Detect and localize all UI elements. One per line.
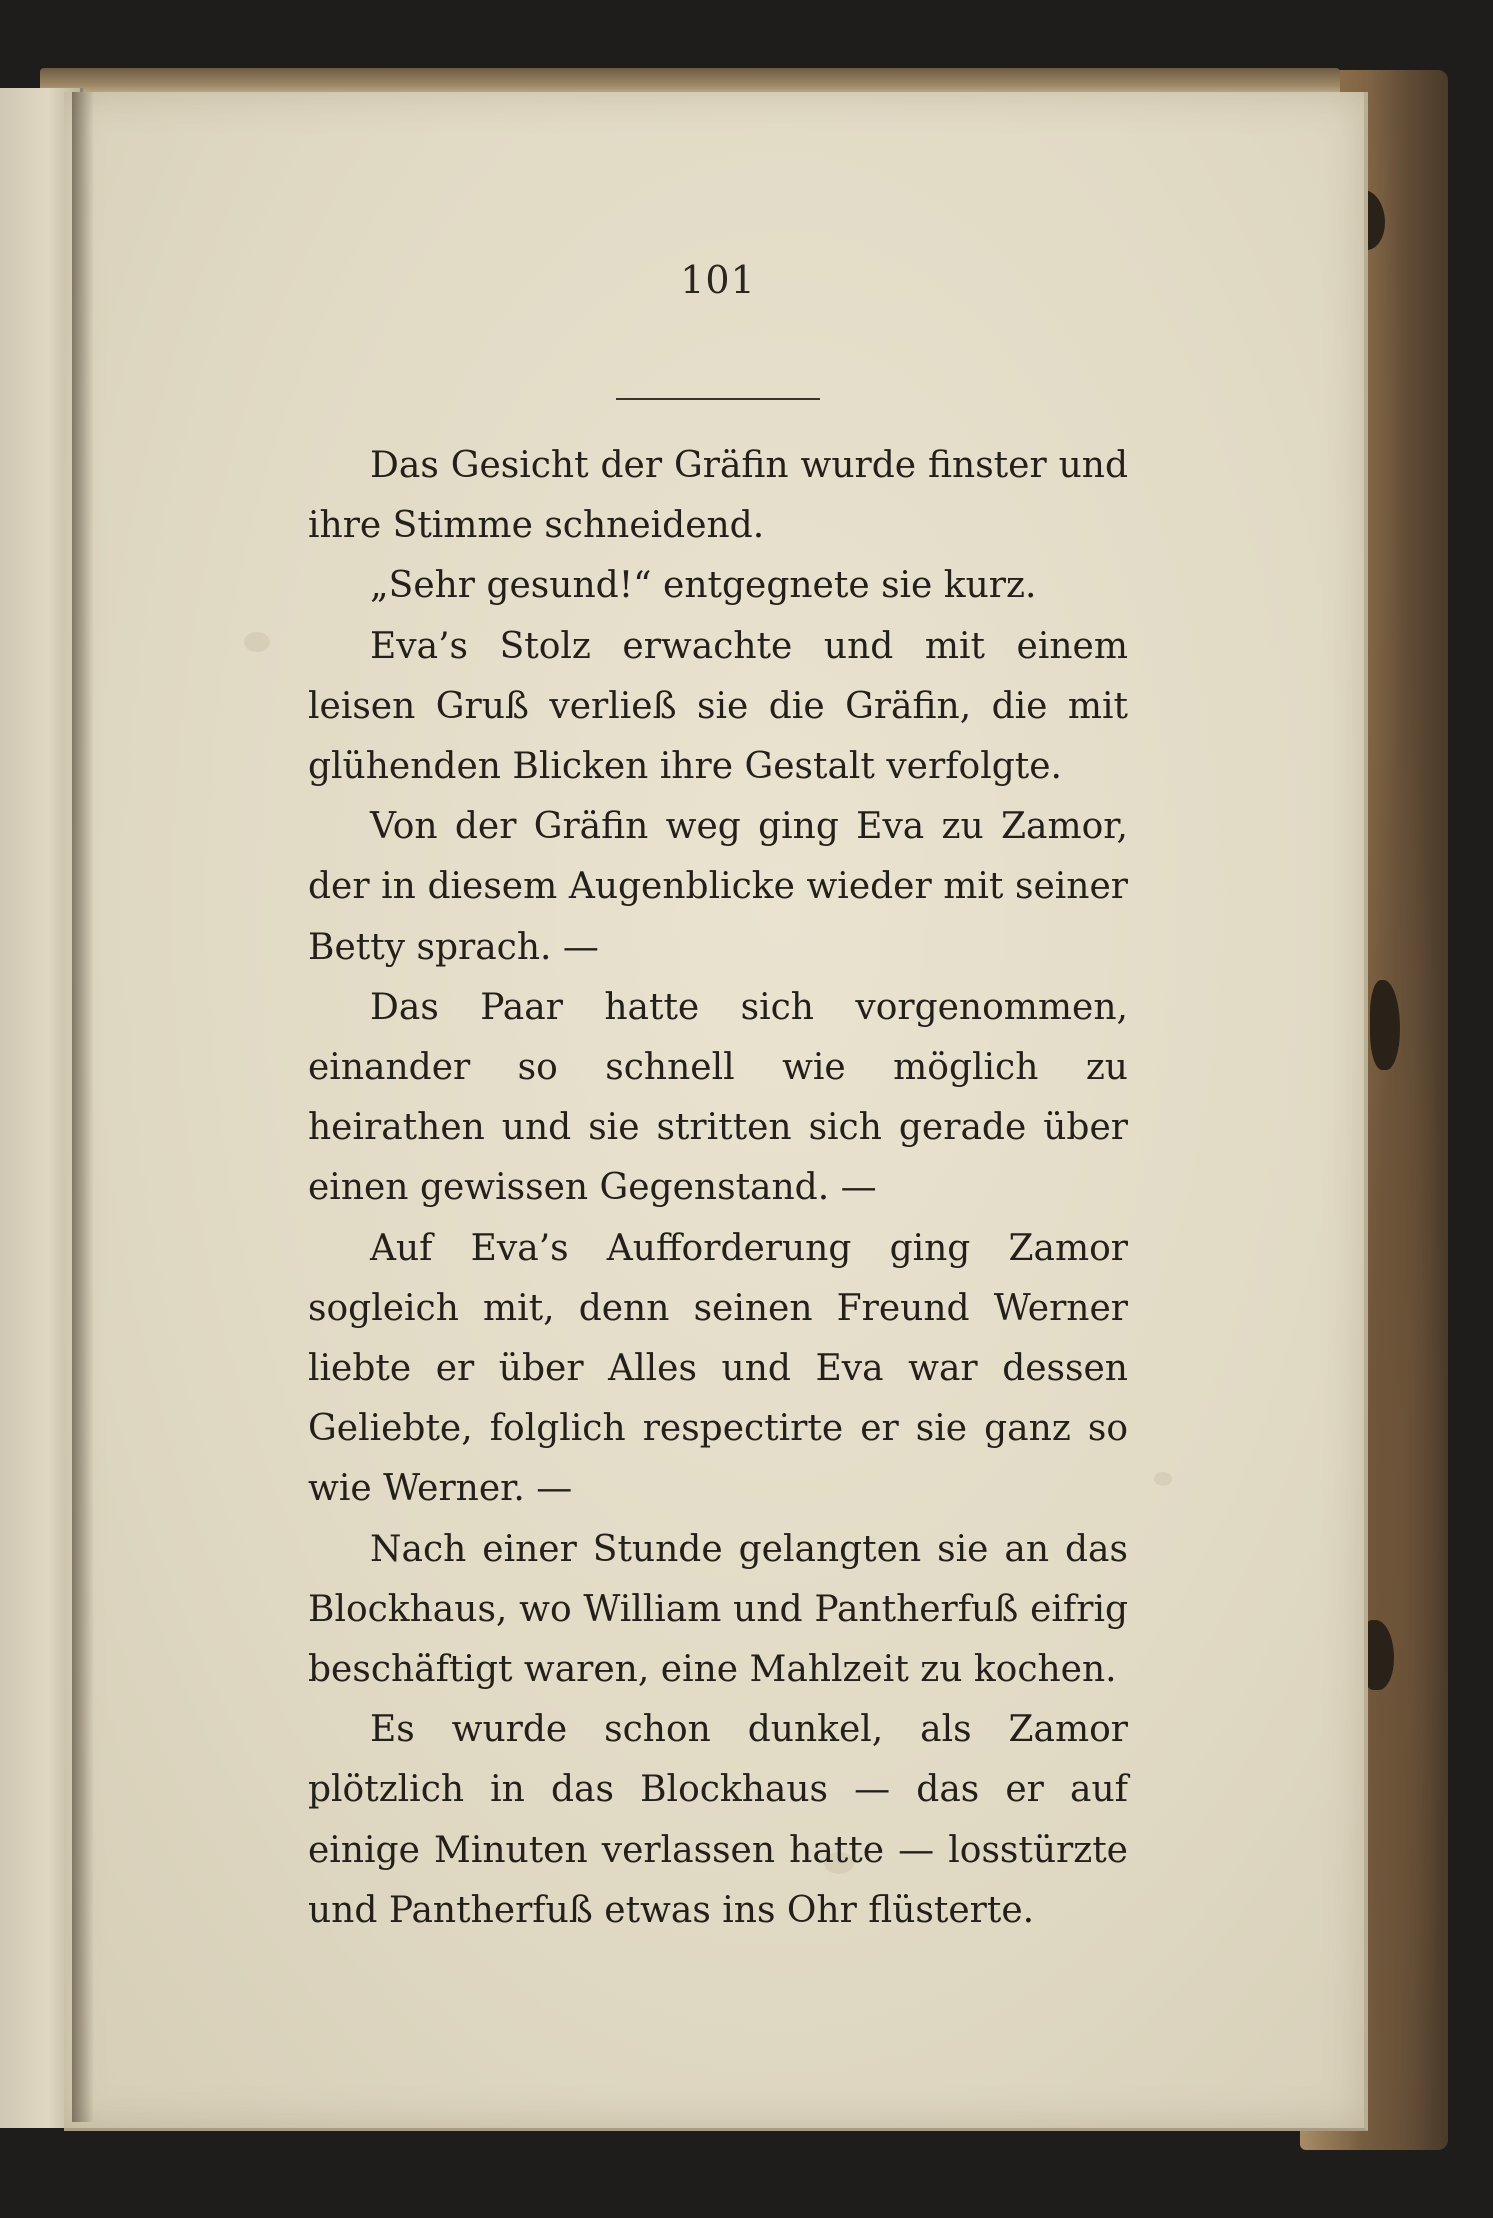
paragraph: Es wurde schon dunkel, als Zamor plötzlich in das Blockhaus — das er auf einige Minuten verlassen hatte — losstürzte und Pantherfuß etwas ins Ohr flüsterte. (308, 1709, 1128, 1931)
page-number-rule (616, 398, 820, 400)
foxing-spot (1154, 1472, 1172, 1486)
paragraph: „Sehr gesund!“ entgegnete sie kurz. (370, 565, 1037, 607)
paragraph: Nach einer Stunde gelangten sie an das Blockhaus, wo William und Pantherfuß eifrig beschäftigt waren, eine Mahlzeit zu kochen. (308, 1528, 1128, 1691)
foxing-spot (244, 632, 270, 652)
body-text (308, 436, 1128, 1941)
paragraph: Eva’s Stolz erwachte und mit einem leisen Gruß verließ sie die Gräfin, die mit glühenden Blicken ihre Gestalt verfolgte. (308, 625, 1128, 788)
paragraph: Von der Gräfin weg ging Eva zu Zamor, der in diesem Augenblicke wieder mit seiner Betty sprach. — (308, 806, 1128, 968)
paragraph: Das Gesicht der Gräfin wurde finster und ihre Stimme schneidend. (308, 445, 1128, 547)
page-number: 101 (680, 258, 756, 302)
paragraph: Auf Eva’s Aufforderung ging Zamor sogleich mit, denn seinen Freund Werner liebte er über Alles und Eva war dessen Geliebte, folglich respectirte er sie ganz so wie Werner. — (308, 1227, 1128, 1510)
gutter-shadow (72, 92, 94, 2122)
paragraph: Das Paar hatte sich vorgenommen, einander so schnell wie möglich zu heirathen und sie stritten sich gerade über einen gewissen Gegenstand. — (308, 986, 1128, 1209)
